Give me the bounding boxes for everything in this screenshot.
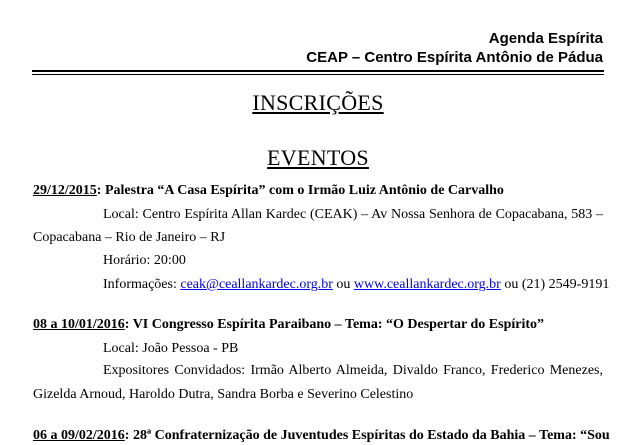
event-2-expositores-line2: Gizelda Arnoud, Haroldo Dutra, Sandra Borba e Severino Celestino [33, 387, 414, 402]
event-1-title-line [33, 182, 504, 200]
event-1-or: ou [332, 277, 354, 292]
event-3-date: 06 a 09/02/2016 [33, 428, 125, 443]
header-title: Agenda Espírita [488, 30, 603, 47]
header-subtitle: CEAP – Centro Espírita Antônio de Pádua [306, 49, 603, 66]
event-1-date: 29/12/2015 [33, 183, 97, 198]
event-1-local-line1: Local: Centro Espírita Allan Kardec (CEAK) – Av Nossa Senhora de Copacabana, 583 – [103, 207, 603, 222]
event-2-title-line [33, 316, 544, 334]
event-1-email-link[interactable]: ceak@ceallankardec.org.br [180, 277, 333, 292]
event-1-site-link[interactable]: www.ceallankardec.org.br [353, 277, 501, 292]
heading-eventos: EVENTOS [267, 145, 369, 170]
event-1-phone: ou (21) 2549-9191 [500, 277, 610, 292]
event-3-title-line [33, 427, 610, 445]
event-1-title: : Palestra “A Casa Espírita” com o Irmão Luiz Antônio de Carvalho [96, 183, 504, 198]
event-2-date: 08 a 10/01/2016 [33, 317, 125, 332]
event-1-local-line2: Copacabana – Rio de Janeiro – RJ [33, 230, 226, 245]
event-2-expositores-line1: Expositores Convidados: Irmão Alberto Almeida, Divaldo Franco, Frederico Menezes, [103, 363, 603, 378]
heading-inscricoes: INSCRIÇÕES [252, 90, 384, 115]
event-2-local: Local: João Pessoa - PB [103, 341, 239, 356]
event-3-title: : 28ª Confraternização de Juventudes Espíritas do Estado da Bahia – Tema: “Sou [124, 428, 610, 443]
header-rule-thin [32, 74, 604, 75]
event-1-info-label: Informações: [103, 277, 181, 292]
event-2-title: : VI Congresso Espírita Paraibano – Tema: “O Despertar do Espírito” [124, 317, 545, 332]
header-rule [32, 70, 604, 72]
event-1-info [103, 276, 609, 294]
event-1-horario: Horário: 20:00 [103, 253, 186, 268]
